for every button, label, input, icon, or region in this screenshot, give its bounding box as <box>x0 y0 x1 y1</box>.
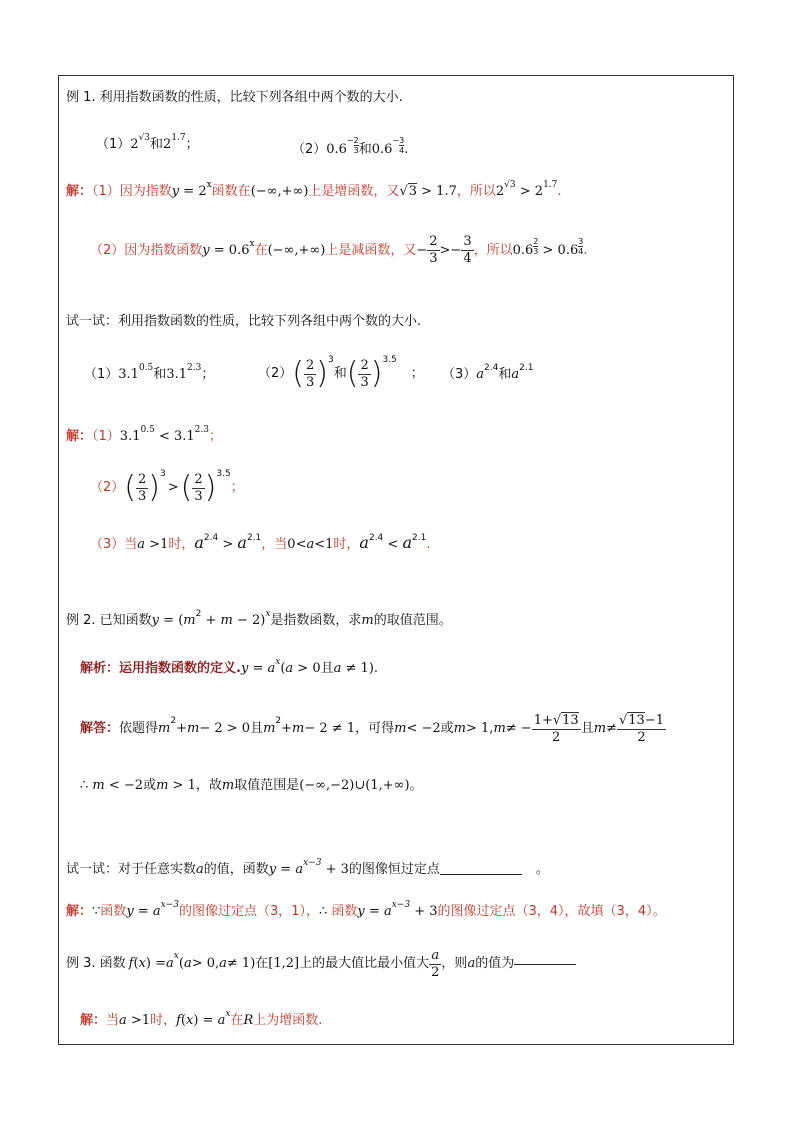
example-2-analysis: 解析：运用指数函数的定义$.y = a^x(a > 0$且a ≠ 1). <box>80 657 379 676</box>
try-1-title: 试一试：利用指数函数的性质，比较下列各组中两个数的大小. <box>66 314 422 329</box>
example-2-answer: 解答： 依题得 m 2 + m − 2 > 0 且 m 2 + m − 2 ≠ 1 ，可得 m < −2 或 m > 1, m ≠ − $\frac{1+√13}{2}$ 且 m ≠ $\frac{√13-1}{2}$ <box>80 712 664 745</box>
example-3-solution: 解：当a >1时，$f(x) = a^x$在R上为增函数. <box>80 1009 323 1028</box>
example-1-part-1: $(1)2^{√3}$和$2^{1.7}$； <box>96 133 199 152</box>
example-1-part-2: （2）0.6 − $\frac{2}{3}$ 和0.6 − $\frac{3}{4}$ . <box>292 136 409 157</box>
try-1-question-3: $(3)a^{2.4}$和$a^{2.1}$ <box>442 363 534 382</box>
example-1-title: 例 1. 利用指数函数的性质，比较下列各组中两个数的大小. <box>66 90 403 105</box>
example-1-solution-2: （2）因为指数函数$y = 0.6^x$在(−∞,+∞)上是减函数，又− $\frac{2}{3}$ >− $\frac{3}{4}$ ，所以0.6 $\frac{2}{3}$ > 0.6 $\frac{3}{4}$ . <box>90 234 588 266</box>
example-1-solution-1: 解：（1）因为指数$y = 2^x$函数在(−∞,+∞)上是增函数，又√3 > 1.7，所以$2^{√3} > 2^{1.7}$. <box>66 180 562 199</box>
try-1-question-2: （2） ( $\frac{2}{3}$ ) 3 和 ( $\frac{2}{3}$ ) 3.5 ； <box>258 355 424 391</box>
example-3-title: 例 3. 函数 f ( x ) = a x ( a > 0, a ≠ 1) 在 [1,2] 上的最大值比最小值大 $\frac{a}{2}$ ，则 a 的值为 <box>66 946 576 982</box>
answer-blank[interactable] <box>440 874 522 875</box>
try-1-answer-2: （2） ( $\frac{2}{3}$ ) 3 > ( $\frac{2}{3}$ ) 3.5 ； <box>90 469 244 505</box>
example-2-conclusion: ∴ m < −2或m > 1，故m取值范围是(−∞,−2)∪(1,+∞)。 <box>80 778 423 793</box>
try-2-title: 试一试：对于任意实数a的值，函数$y = a^{x-3} + 3$的图像恒过定点 。 <box>66 858 549 877</box>
try-2-solution: 解：∵函数$y = a^{x-3}$的图像过定点（3，1），∴ 函数$y = a^{x-3} + 3$的图像过定点（3，4），故填（3，4）。 <box>66 900 666 919</box>
try-1-answer-3: （3）当a >1时，$a^{2.4} > a^{2.1}$，当0<a<1时，$a^{2.4} < a^{2.1}$. <box>90 533 431 552</box>
try-1-answer-1: 解：$(1)3.1^{0.5} < 3.1^{2.3}$； <box>66 425 222 444</box>
try-1-question-1: $(1)3.1^{0.5}$和$3.1^{2.3}$； <box>84 363 215 382</box>
answer-blank-2[interactable] <box>514 964 576 965</box>
example-2-title: 例 2. 已知函数$y = (m^2 + m - 2)^x$是指数函数，求m的取值范围。 <box>66 609 452 628</box>
